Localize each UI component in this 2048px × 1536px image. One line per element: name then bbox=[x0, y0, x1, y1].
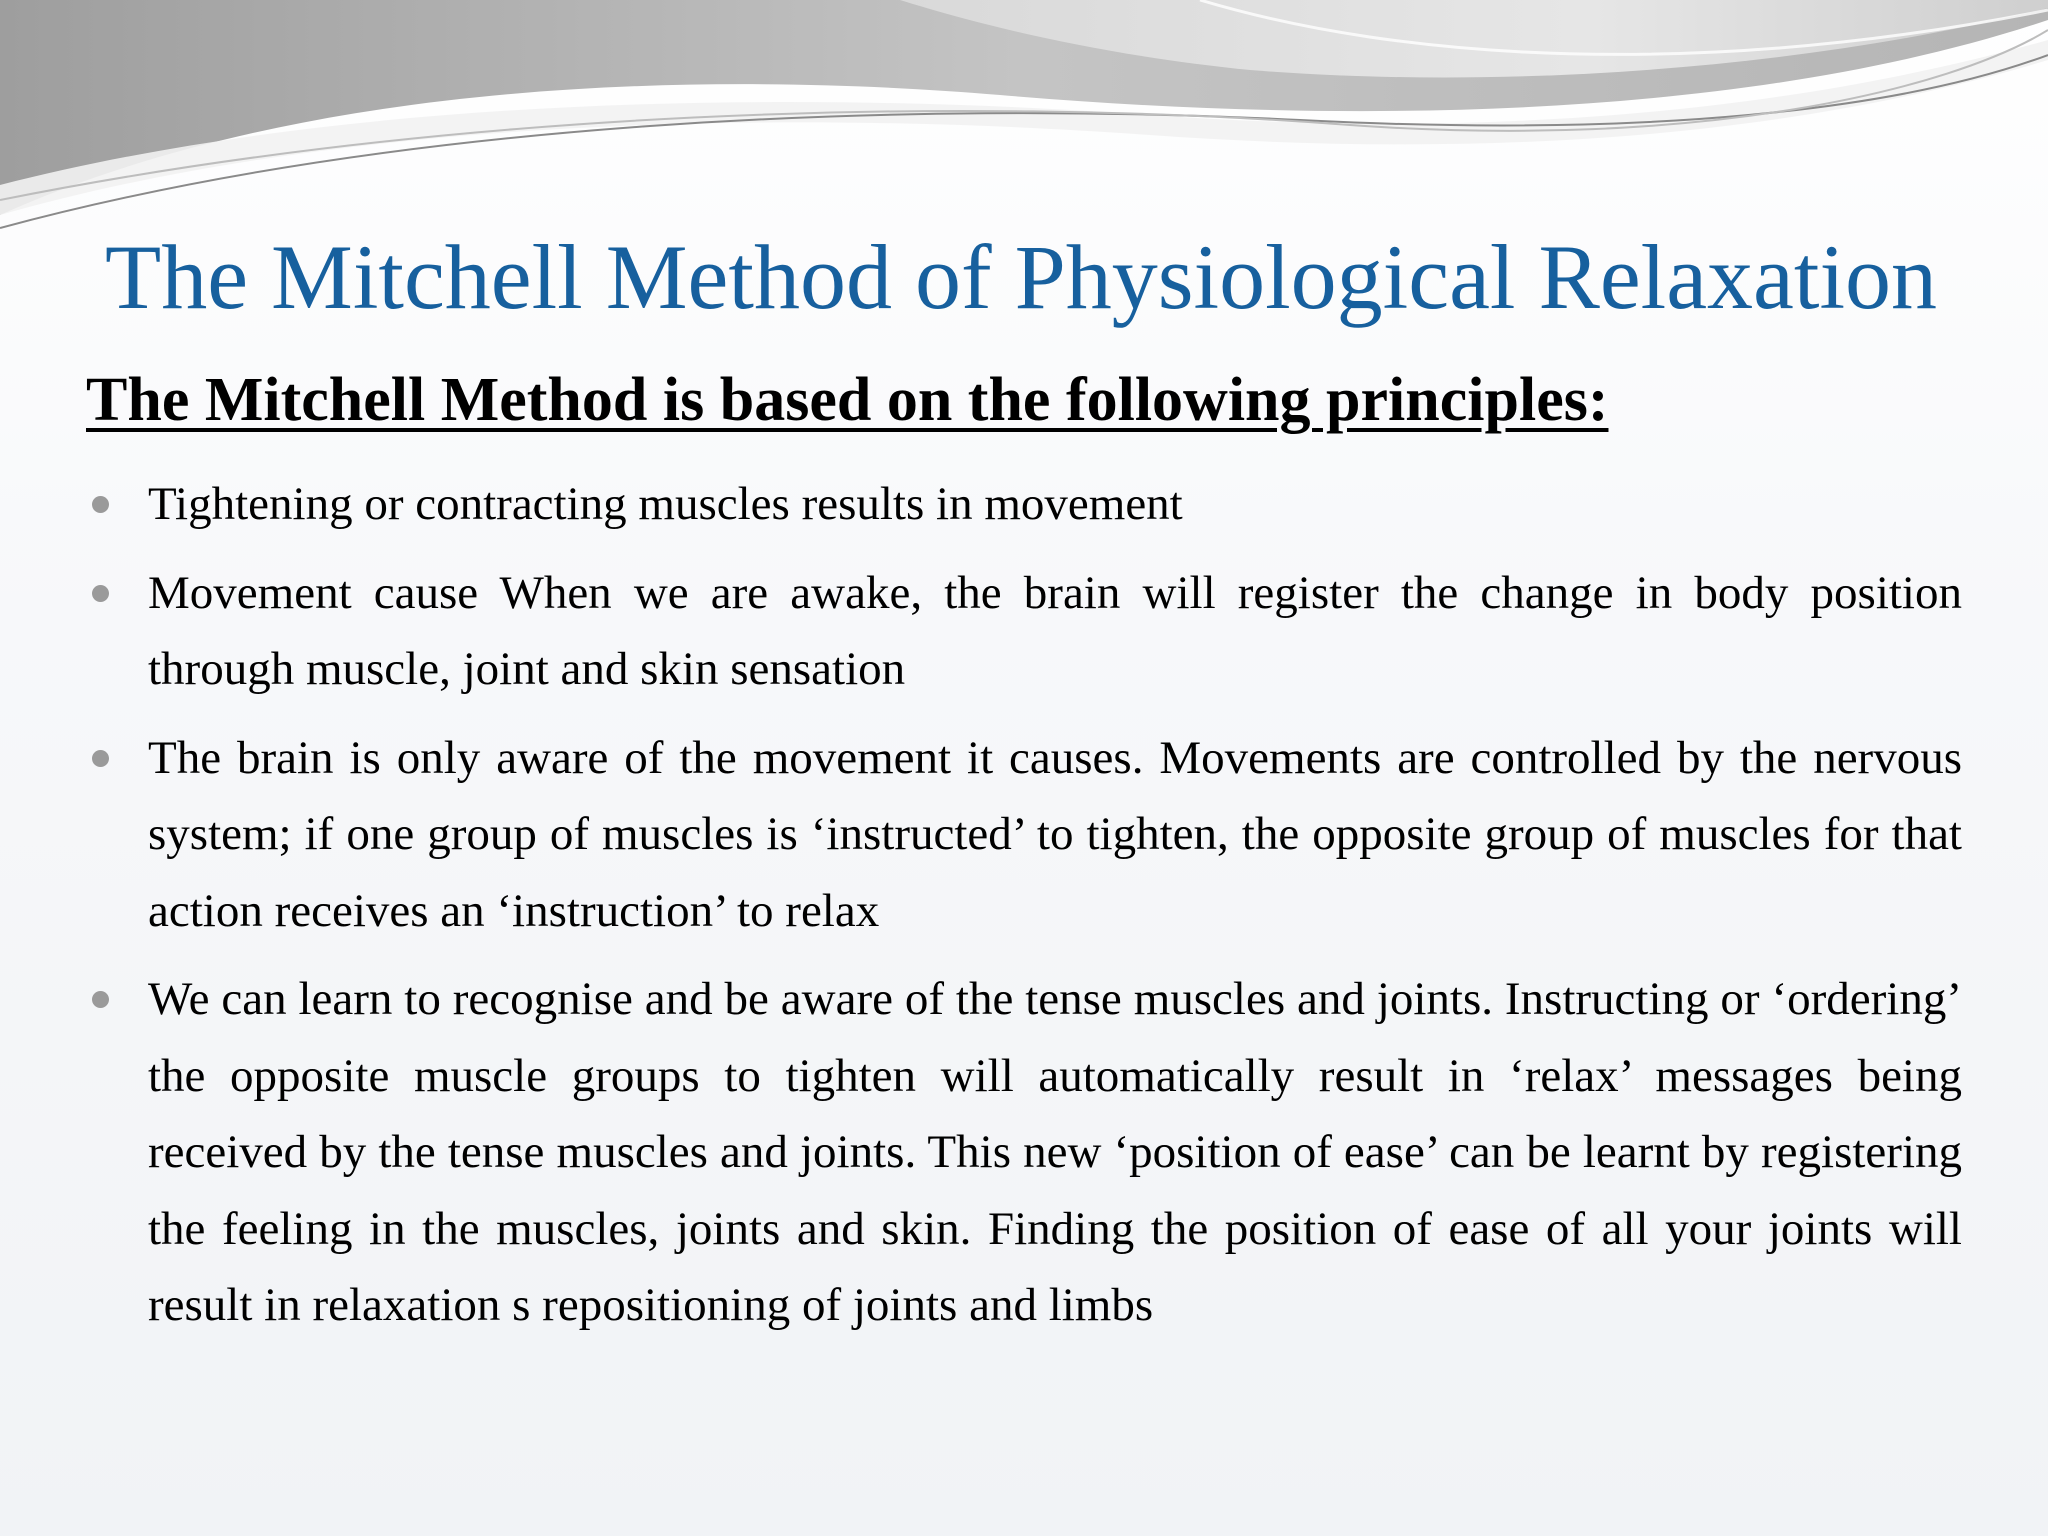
header-wave-decoration bbox=[0, 0, 2048, 240]
slide-title: The Mitchell Method of Physiological Relaxation bbox=[105, 226, 1938, 328]
principle-item-4 bbox=[86, 961, 1962, 1344]
principle-text: We can learn to recognise and be aware of the tense muscles and joints. Instructing or ‘ordering’ the opposite muscle groups to tighten will automatically result in ‘relax’ messages being received by the tense muscles and joints. This new ‘position of ease’ can be learnt by registering the feeling in the muscles, joints and skin. Finding the position of ease of all your joints will result in relaxation s repositioning of joints and limbs bbox=[148, 973, 1962, 1331]
bullet-dot-icon bbox=[92, 496, 109, 513]
principle-item-3 bbox=[86, 720, 1962, 950]
principle-item-1 bbox=[86, 466, 1962, 543]
principles-heading: The Mitchell Method is based on the following principles: bbox=[86, 366, 1609, 434]
bullet-dot-icon bbox=[92, 991, 109, 1008]
bullet-dot-icon bbox=[92, 585, 109, 602]
principle-text: Tightening or contracting muscles results in movement bbox=[148, 478, 1183, 530]
principle-text: The brain is only aware of the movement it causes. Movements are controlled by the nervous system; if one group of muscles is ‘instructed’ to tighten, the opposite group of muscles for that action receives an ‘instruction’ to relax bbox=[148, 731, 1962, 937]
principles-list bbox=[86, 466, 1962, 1356]
principle-item-2 bbox=[86, 555, 1962, 708]
principle-text: Movement cause When we are awake, the brain will register the change in body position through muscle, joint and skin sensation bbox=[148, 566, 1962, 695]
bullet-dot-icon bbox=[92, 750, 109, 767]
